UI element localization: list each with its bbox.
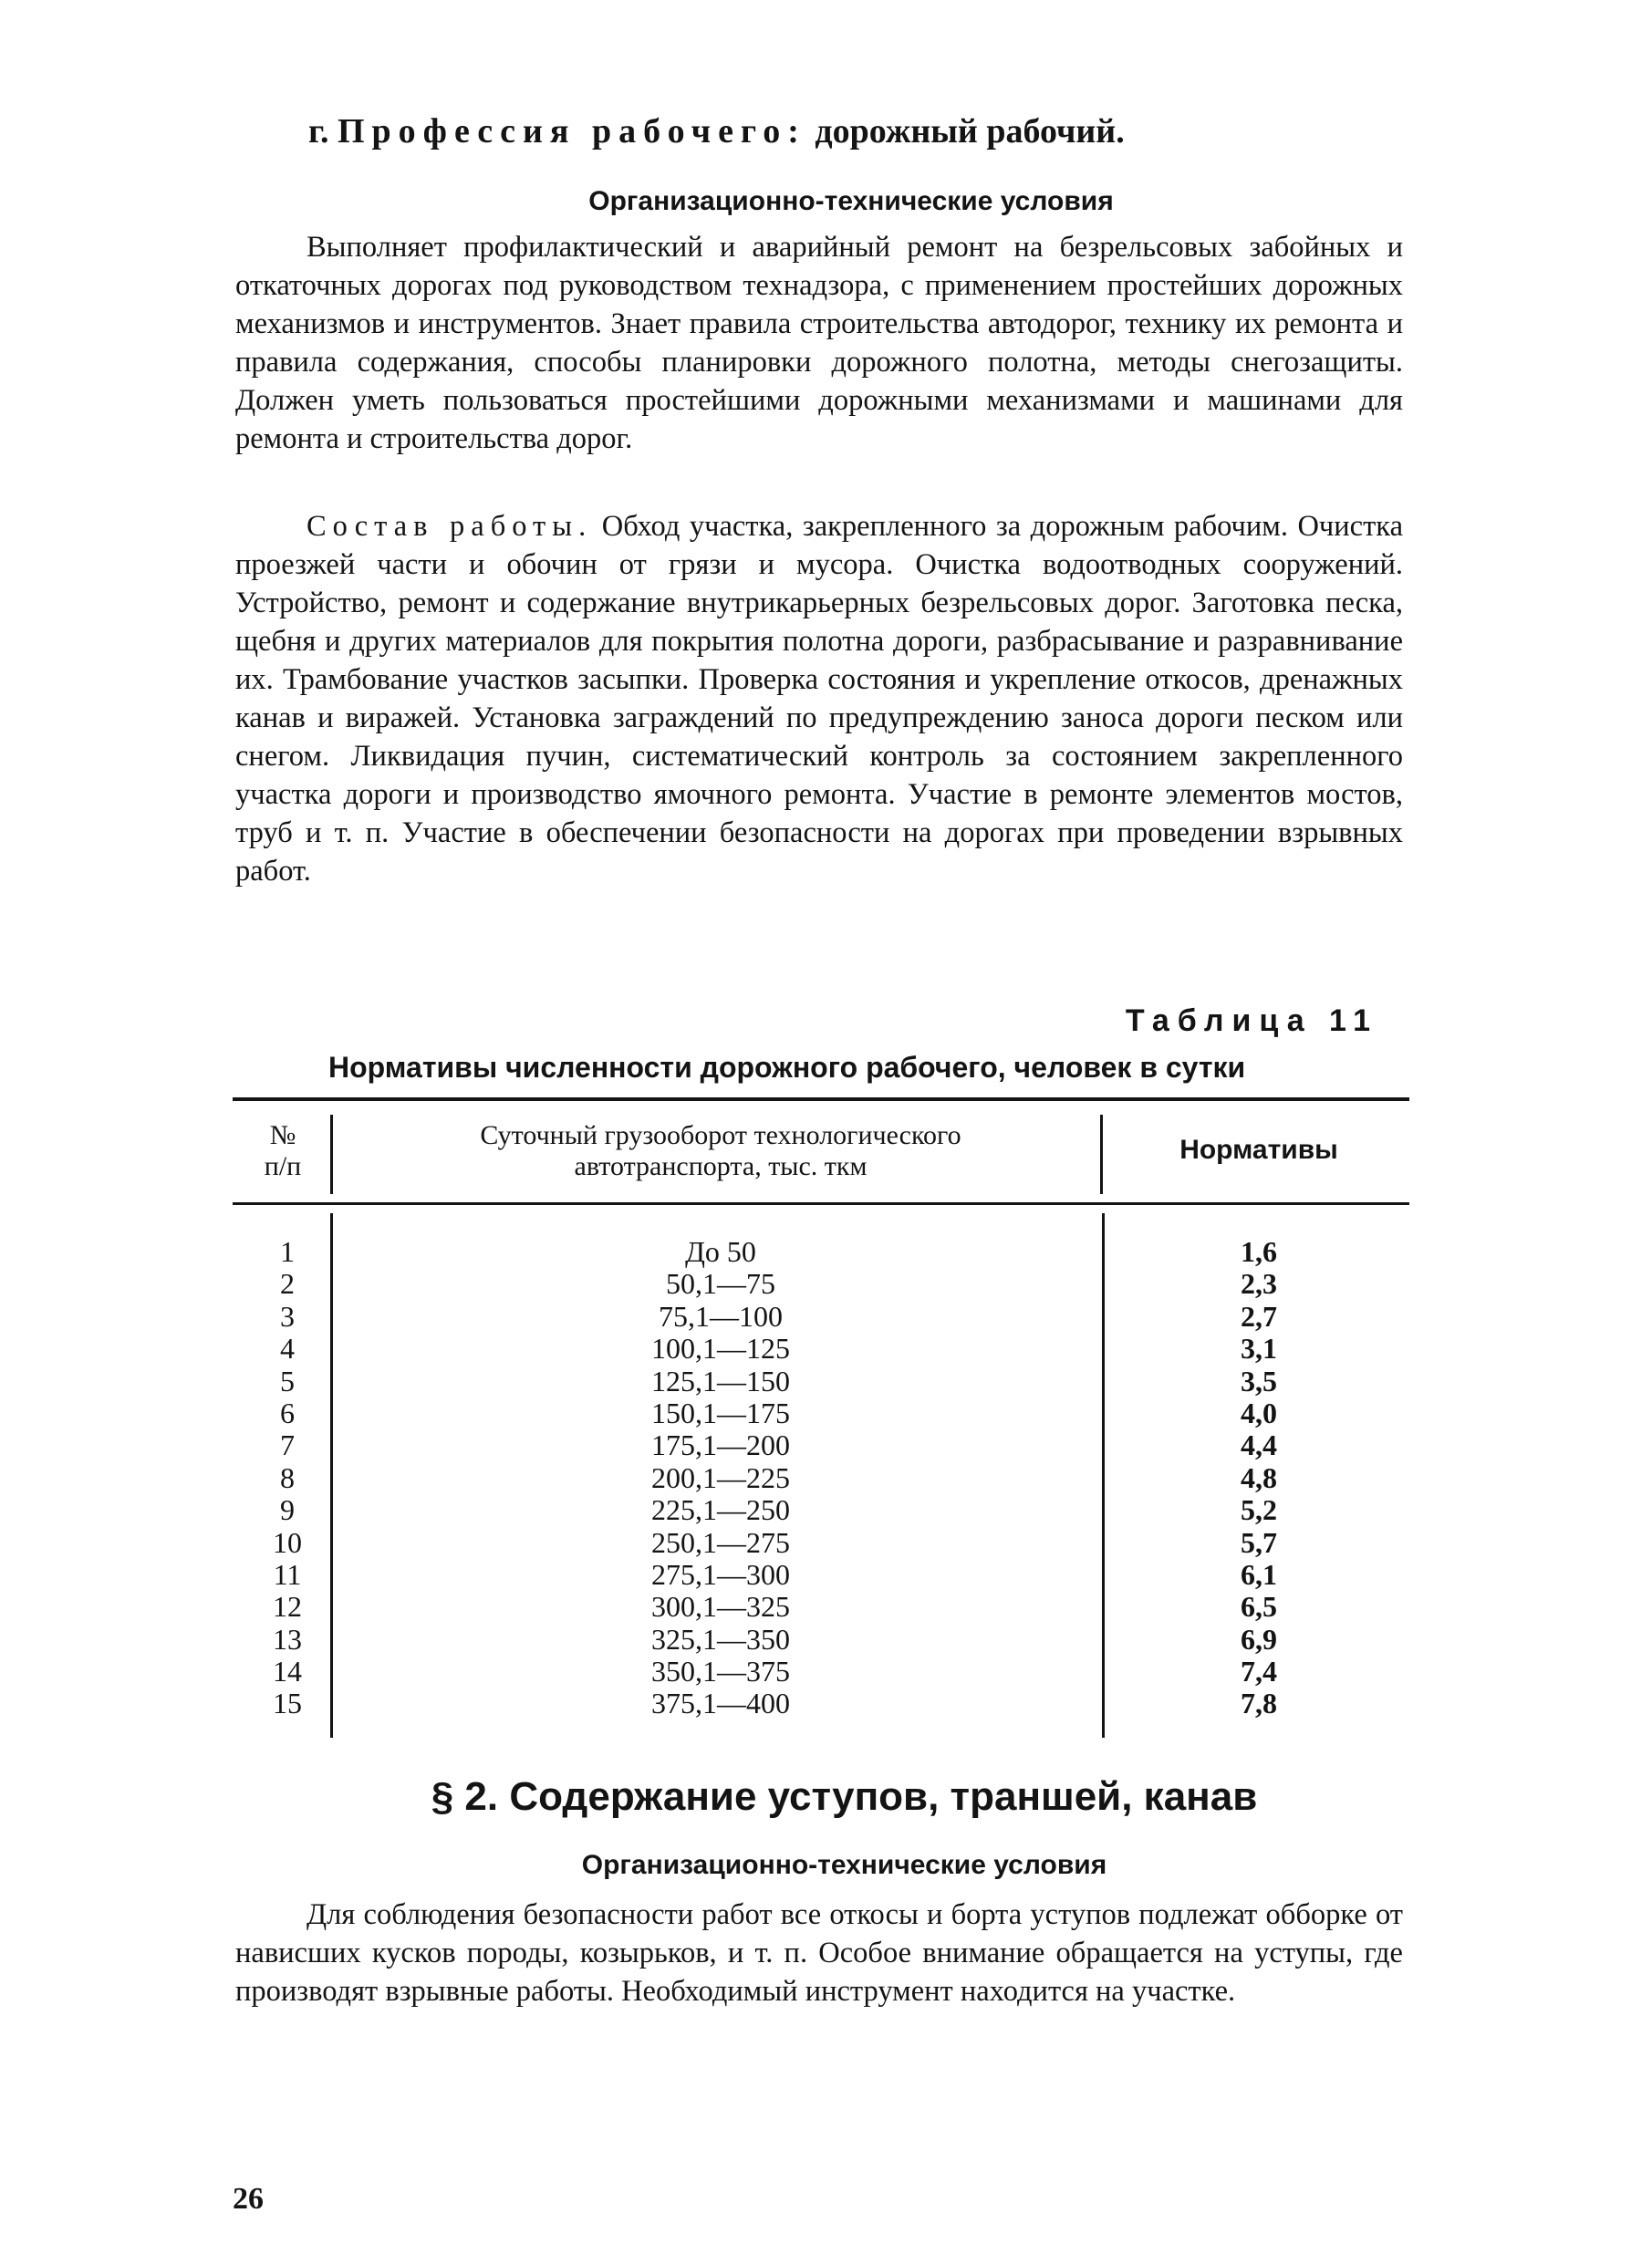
table-caption: Нормативы численности дорожного рабочего, человек в сутки bbox=[328, 1051, 1246, 1084]
row-number: 10 bbox=[273, 1525, 302, 1559]
row-range: 350,1—375 bbox=[651, 1655, 790, 1688]
row-range: 375,1—400 bbox=[651, 1687, 790, 1720]
row-number: 1 bbox=[280, 1235, 295, 1268]
profession-heading bbox=[308, 111, 1125, 151]
section-paragraph: Для соблюдения безопасности работ все откосы и борта уступов подлежат обборке от нависших кусков породы, козырьков, и т. п. Особое внимание обращается на уступы, где производят взрывные работы. Необходимый инструмент находится на участке. bbox=[235, 1898, 1403, 2008]
row-number: 11 bbox=[273, 1557, 302, 1591]
work-composition-lead: Состав работы. bbox=[307, 510, 593, 543]
row-norm: 4,0 bbox=[1241, 1396, 1277, 1429]
row-number: 15 bbox=[273, 1687, 302, 1720]
column-num bbox=[233, 1236, 342, 1720]
row-range: 250,1—275 bbox=[651, 1525, 790, 1559]
row-norm: 4,4 bbox=[1241, 1428, 1277, 1462]
row-norm: 6,5 bbox=[1241, 1590, 1277, 1624]
profession-label: Профессия рабочего: bbox=[337, 112, 806, 151]
row-number: 12 bbox=[273, 1590, 302, 1624]
row-norm: 2,3 bbox=[1241, 1267, 1277, 1301]
work-composition-text: Обход участка, закрепленного за дорожным рабочим. Очистка проезжей части и обочин от грязи и мусора. Очистка водоотводных сооружений. Устройство, ремонт и содержание внутрикарьерных безрельсовых дорог. Заготовка песка, щебня и других материалов для покрытия полотна дороги, разбрасывание и разравнивание их. Трамбование участков засыпки. Проверка состояния и укрепление откосов, дренажных канав и виражей. Установка заграждений по предупреждению заноса дороги песком или снегом. Ликвидация пучин, систематический контроль за состоянием закрепленного участка дороги и производство ямочного ремонта. Участие в ремонте элементов мостов, труб и т. п. Участие в обеспечении безопасности на дорогах при проведении взрывных работ. bbox=[235, 510, 1404, 888]
row-norm: 3,1 bbox=[1241, 1332, 1277, 1366]
row-range: До 50 bbox=[685, 1235, 756, 1268]
row-number: 2 bbox=[280, 1267, 295, 1301]
column-range bbox=[347, 1236, 1095, 1720]
description-paragraph: Выполняет профилактический и аварийный ремонт на безрельсовых забойных и откаточных дорогах под руководством технадзора, с применением простейших дорожных механизмов и инструментов. Знает правила строительства автодорог, технику их ремонта и правила содержания, способы планировки дорожного полотна, методы снегозащиты. Должен уметь пользоваться простейшими дорожными механизмами и машинами для ремонта и строительства дорог. bbox=[235, 231, 1403, 455]
table-top-rule bbox=[233, 1097, 1409, 1101]
row-range: 175,1—200 bbox=[651, 1428, 790, 1462]
row-range: 200,1—225 bbox=[651, 1460, 790, 1494]
row-norm: 1,6 bbox=[1241, 1235, 1277, 1268]
row-number: 14 bbox=[273, 1655, 302, 1688]
row-range: 100,1—125 bbox=[651, 1332, 790, 1366]
row-norm: 7,4 bbox=[1241, 1655, 1277, 1688]
row-number: 13 bbox=[273, 1622, 302, 1656]
row-range: 75,1—100 bbox=[659, 1299, 783, 1333]
column-norm bbox=[1108, 1236, 1409, 1720]
row-range: 225,1—250 bbox=[651, 1493, 790, 1527]
work-composition-paragraph bbox=[235, 507, 1403, 890]
row-norm: 3,5 bbox=[1241, 1364, 1277, 1397]
section-org-conditions-title: Организационно-технические условия bbox=[581, 1850, 1107, 1880]
org-conditions-title: Организационно-технические условия bbox=[588, 186, 1114, 216]
page-number: 26 bbox=[233, 2182, 264, 2216]
table-header-rule bbox=[233, 1202, 1409, 1205]
row-norm: 5,7 bbox=[1241, 1525, 1277, 1559]
row-norm: 4,8 bbox=[1241, 1460, 1277, 1494]
row-norm: 6,1 bbox=[1241, 1557, 1277, 1591]
row-range: 300,1—325 bbox=[651, 1590, 790, 1624]
row-range: 275,1—300 bbox=[651, 1557, 790, 1591]
section-title: § 2. Содержание уступов, траншей, канав bbox=[431, 1774, 1258, 1819]
header-range bbox=[347, 1120, 1095, 1182]
row-norm: 7,8 bbox=[1241, 1687, 1277, 1720]
header-range-line1: Суточный грузооборот технологического bbox=[480, 1120, 961, 1150]
row-number: 4 bbox=[280, 1332, 295, 1366]
row-range: 50,1—75 bbox=[666, 1267, 775, 1301]
header-num-line2: п/п bbox=[264, 1151, 302, 1181]
table-vline-2-body bbox=[1102, 1213, 1105, 1738]
header-num bbox=[233, 1120, 333, 1182]
row-range: 150,1—175 bbox=[651, 1396, 790, 1429]
row-number: 6 bbox=[280, 1396, 295, 1429]
header-num-line1: № bbox=[269, 1120, 296, 1150]
row-number: 3 bbox=[280, 1299, 295, 1333]
row-range: 325,1—350 bbox=[651, 1622, 790, 1656]
row-number: 7 bbox=[280, 1428, 295, 1462]
row-norm: 5,2 bbox=[1241, 1493, 1277, 1527]
row-range: 125,1—150 bbox=[651, 1364, 790, 1397]
profession-prefix: г. bbox=[308, 112, 329, 151]
row-norm: 6,9 bbox=[1241, 1622, 1277, 1656]
row-norm: 2,7 bbox=[1241, 1299, 1277, 1333]
profession-name: дорожный рабочий. bbox=[815, 112, 1125, 151]
table-number: Таблица 11 bbox=[1125, 1003, 1378, 1038]
header-range-line2: автотранспорта, тыс. ткм bbox=[574, 1151, 868, 1181]
table-vline-2 bbox=[1100, 1115, 1103, 1194]
row-number: 8 bbox=[280, 1460, 295, 1494]
row-number: 5 bbox=[280, 1364, 295, 1397]
row-number: 9 bbox=[280, 1493, 295, 1527]
header-norm: Нормативы bbox=[1179, 1135, 1338, 1165]
